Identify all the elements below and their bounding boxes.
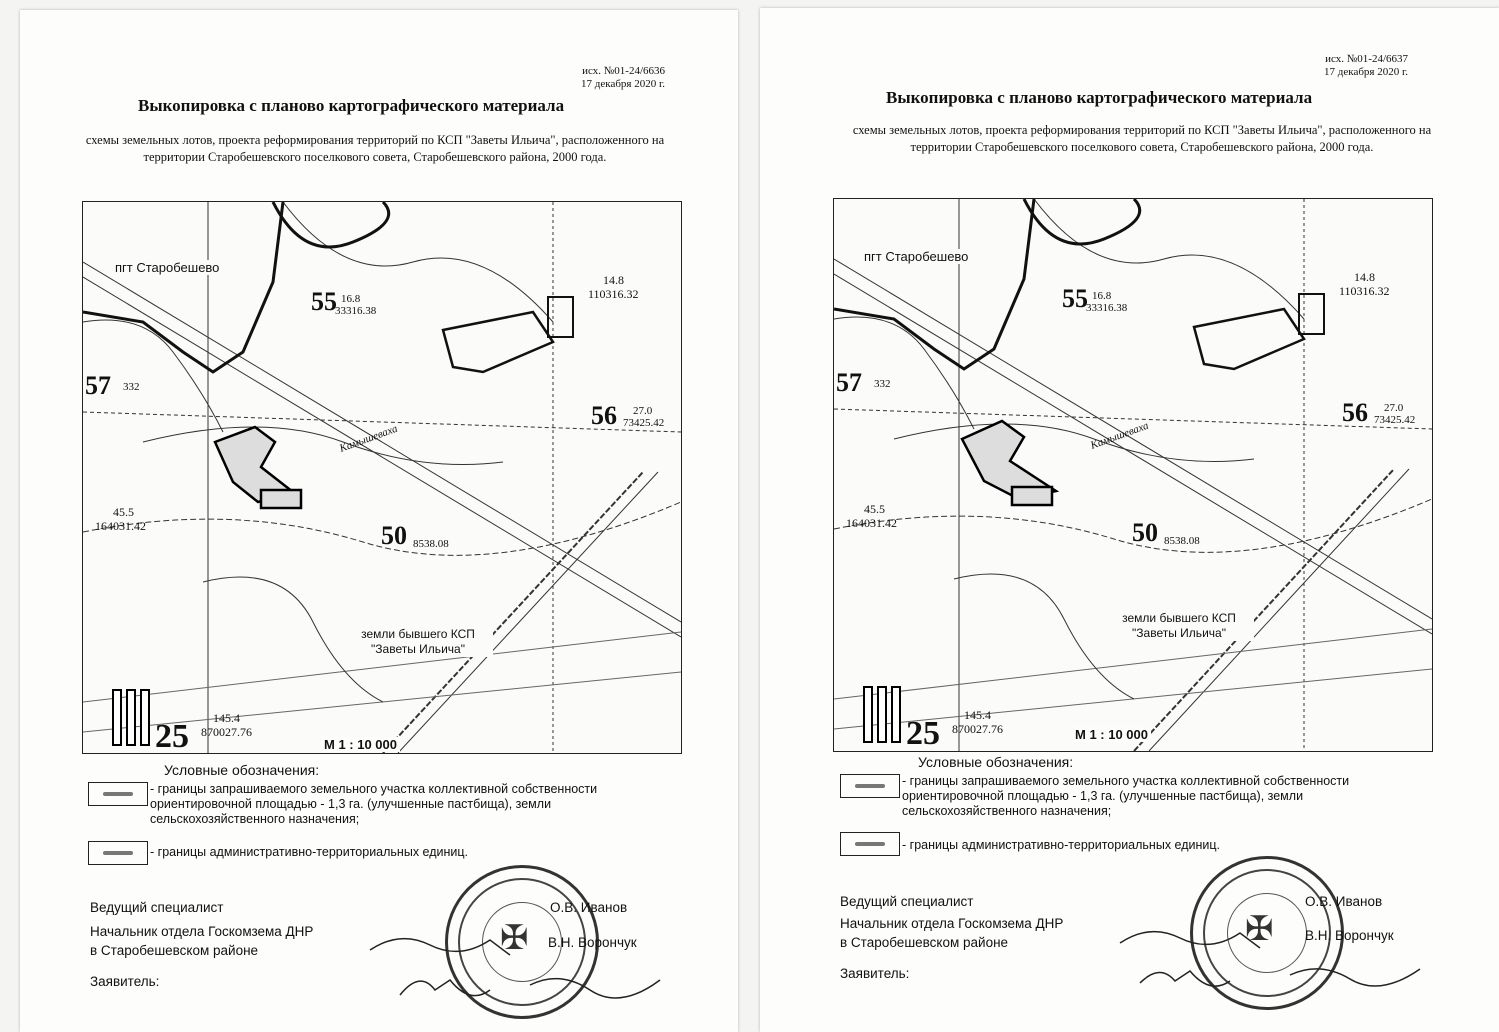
- coat-of-arms-icon: ✠: [1245, 911, 1274, 948]
- svg-text:57: 57: [836, 368, 862, 397]
- department-head-title: Начальник отдела Госкомзема ДНР в Старобешевском районе: [840, 916, 1064, 950]
- cadastral-map: [833, 198, 1433, 752]
- svg-text:870027.76: 870027.76: [952, 722, 1003, 736]
- outgoing-reference: [500, 65, 665, 91]
- svg-text:110316.32: 110316.32: [588, 287, 639, 301]
- department-head-name: В.Н. Ворончук: [548, 935, 637, 950]
- reference-date: 17 декабря 2020 г.: [581, 78, 665, 90]
- former-ksp-lands-label: земли бывшего КСП "Заветы Ильича": [343, 627, 493, 657]
- legend-symbol-admin: [88, 841, 148, 865]
- svg-text:8538.08: 8538.08: [1164, 535, 1200, 547]
- svg-text:Камышеваха: Камышеваха: [337, 422, 400, 455]
- svg-text:Камышеваха: Камышеваха: [1088, 419, 1151, 452]
- svg-text:55: 55: [1062, 284, 1088, 313]
- outgoing-reference: [1238, 53, 1408, 79]
- applicant-label: Заявитель:: [90, 974, 160, 989]
- document-sheet-right: [760, 8, 1499, 1032]
- legend-symbol-plot: [840, 774, 900, 798]
- map-linework: [83, 202, 681, 753]
- legend-item-admin: - границы административно-территориальных единиц.: [902, 838, 1221, 852]
- reference-number: исх. №01-24/6636: [582, 65, 665, 77]
- coat-of-arms-icon: ✠: [500, 920, 529, 957]
- reference-date: 17 декабря 2020 г.: [1324, 66, 1408, 78]
- document-subtitle: схемы земельных лотов, проекта реформирования территорий по КСП "Заветы Ильича", расположенного на территории Старобешевского поселкового совета, Старобешевского района, 2000 года.: [852, 123, 1432, 154]
- document-subtitle: схемы земельных лотов, проекта реформирования территорий по КСП "Заветы Ильича", расположенного на территории Старобешевского поселкового совета, Старобешевского района, 2000 года.: [85, 133, 665, 164]
- legend-item-admin: - границы административно-территориальных единиц.: [150, 845, 469, 859]
- svg-text:50: 50: [381, 521, 407, 550]
- map-linework: [834, 199, 1432, 751]
- handwritten-signatures: [1110, 903, 1430, 1013]
- svg-text:33316.38: 33316.38: [335, 305, 377, 317]
- svg-text:56: 56: [1342, 398, 1368, 427]
- svg-text:27.0: 27.0: [1384, 402, 1404, 414]
- former-ksp-lands-label: земли бывшего КСП "Заветы Ильича": [1104, 611, 1254, 641]
- handwritten-signatures: [360, 910, 680, 1020]
- map-lot-label: 55: [311, 287, 337, 316]
- svg-text:25: 25: [906, 715, 940, 751]
- svg-text:332: 332: [123, 381, 140, 393]
- svg-text:27.0: 27.0: [633, 405, 653, 417]
- svg-text:332: 332: [874, 378, 891, 390]
- svg-text:164031.42: 164031.42: [846, 516, 897, 530]
- reference-number: исх. №01-24/6637: [1325, 53, 1408, 65]
- svg-text:45.5: 45.5: [113, 505, 134, 519]
- legend-symbol-plot: [88, 782, 148, 806]
- svg-text:25: 25: [155, 718, 189, 753]
- svg-text:57: 57: [85, 371, 111, 400]
- document-title: Выкопировка с планово картографического материала: [886, 88, 1313, 107]
- svg-text:73425.42: 73425.42: [623, 417, 665, 429]
- svg-text:73425.42: 73425.42: [1374, 414, 1416, 426]
- applicant-label: Заявитель:: [840, 966, 910, 981]
- legend-symbol-admin: [840, 832, 900, 856]
- svg-text:16.8: 16.8: [1092, 290, 1112, 302]
- settlement-label: пгт Старобешево: [864, 249, 969, 264]
- map-scale: М 1 : 10 000: [1072, 727, 1151, 742]
- department-head-name: В.Н. Ворончук: [1305, 928, 1394, 943]
- legend-heading: Условные обозначения:: [164, 762, 320, 778]
- lead-specialist-name: О.В. Иванов: [550, 900, 628, 915]
- legend-item-plot: - границы запрашиваемого земельного участка коллективной собственности ориентировочной площадью - 1,3 га. (улучшенные пастбища), земли сельскохозяйственного назначения;: [902, 774, 1350, 818]
- svg-text:870027.76: 870027.76: [201, 725, 252, 739]
- svg-text:8538.08: 8538.08: [413, 538, 449, 550]
- svg-text:145.4: 145.4: [964, 708, 991, 722]
- svg-text:14.8: 14.8: [1354, 270, 1375, 284]
- svg-text:14.8: 14.8: [603, 273, 624, 287]
- lead-specialist-title: Ведущий специалист: [840, 894, 974, 909]
- settlement-label: пгт Старобешево: [115, 260, 220, 275]
- svg-text:16.8: 16.8: [341, 293, 361, 305]
- lead-specialist-title: Ведущий специалист: [90, 900, 224, 915]
- svg-text:56: 56: [591, 401, 617, 430]
- svg-text:50: 50: [1132, 518, 1158, 547]
- document-title: Выкопировка с планово картографического материала: [138, 96, 565, 115]
- document-sheet-left: [20, 10, 738, 1032]
- svg-text:45.5: 45.5: [864, 502, 885, 516]
- department-head-title: Начальник отдела Госкомзема ДНР в Старобешевском районе: [90, 924, 314, 958]
- legend-heading: Условные обозначения:: [918, 754, 1074, 770]
- svg-text:164031.42: 164031.42: [95, 519, 146, 533]
- svg-text:110316.32: 110316.32: [1339, 284, 1390, 298]
- svg-text:33316.38: 33316.38: [1086, 302, 1128, 314]
- svg-text:145.4: 145.4: [213, 711, 240, 725]
- map-scale: М 1 : 10 000: [321, 737, 400, 752]
- legend-item-plot: - границы запрашиваемого земельного участка коллективной собственности ориентировочной площадью - 1,3 га. (улучшенные пастбища), земли сельскохозяйственного назначения;: [150, 782, 598, 826]
- lead-specialist-name: О.В. Иванов: [1305, 894, 1383, 909]
- cadastral-map: [82, 201, 682, 754]
